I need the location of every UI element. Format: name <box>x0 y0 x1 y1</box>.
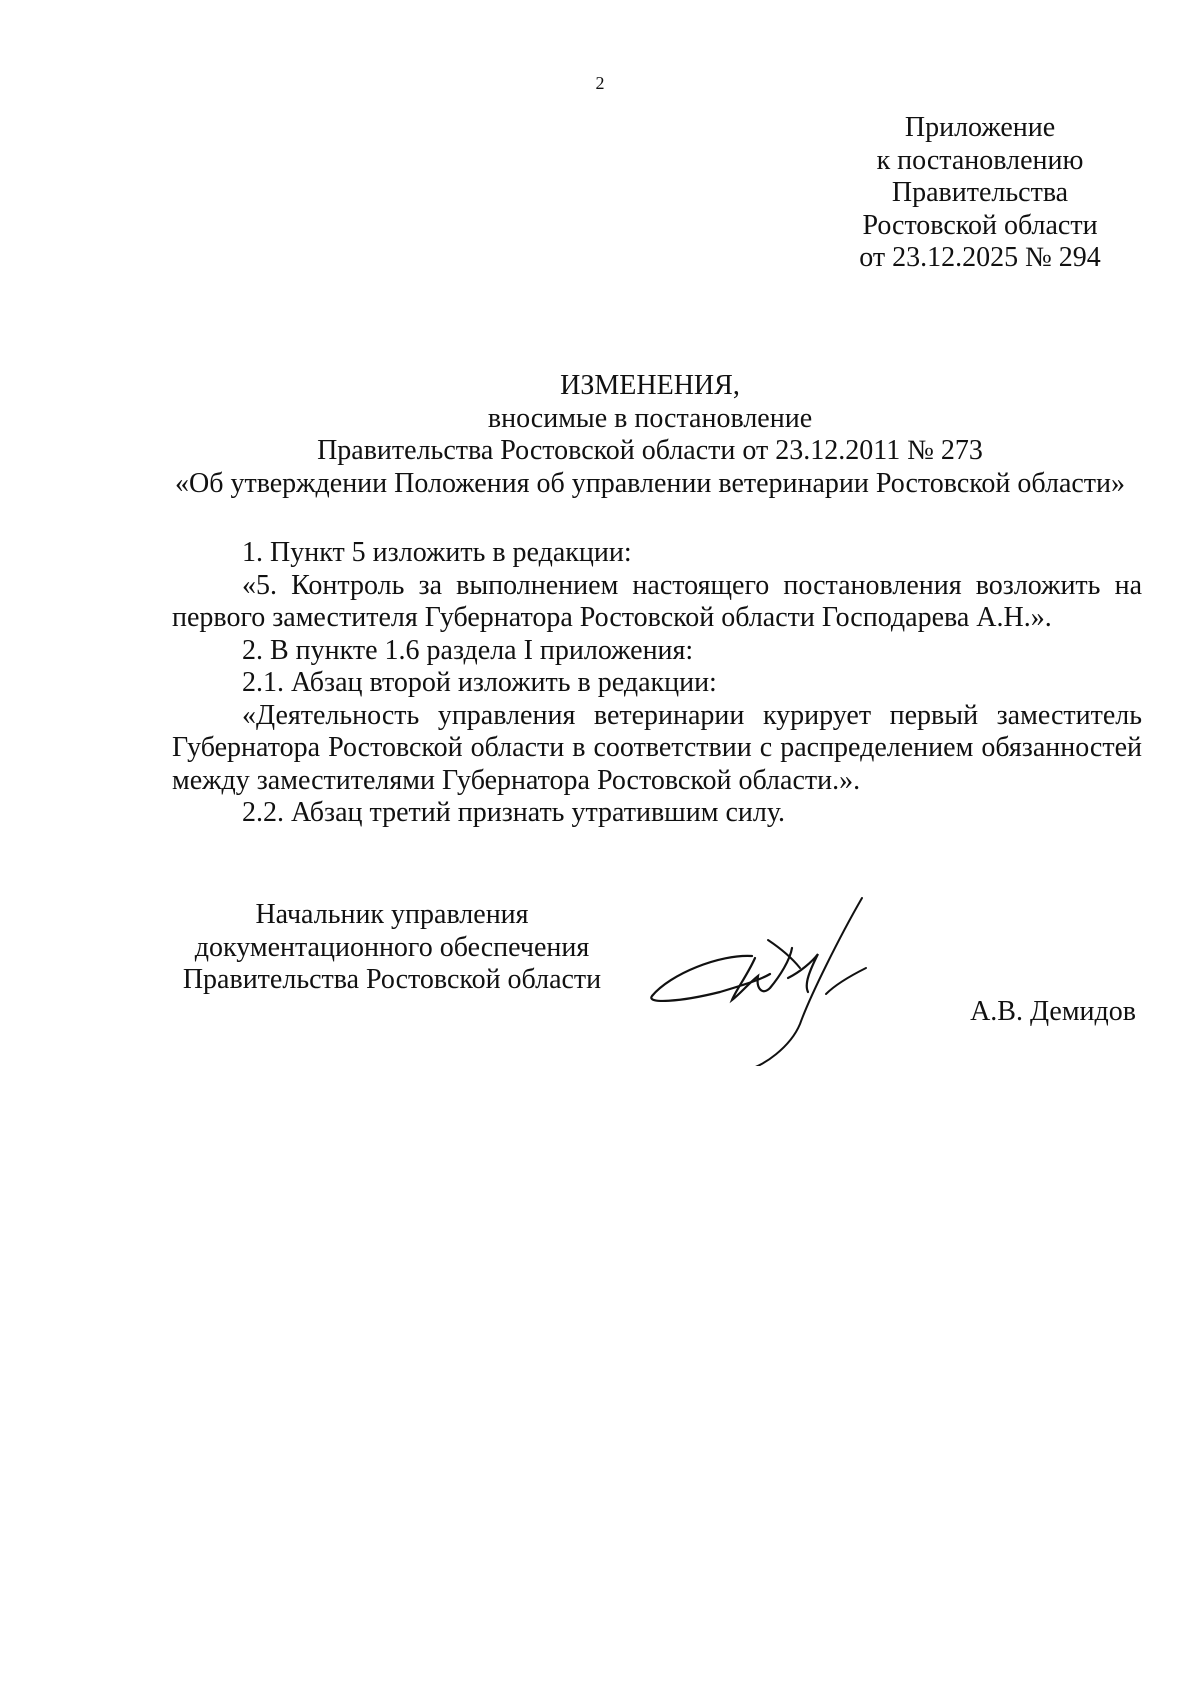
appendix-line: Правительства <box>891 177 1069 208</box>
signer-position-line: документационного обеспечения <box>194 931 590 963</box>
body-paragraph: 2. В пункте 1.6 раздела I приложения: <box>242 634 694 666</box>
document-body <box>172 537 1142 830</box>
body-paragraph: 2.1. Абзац второй изложить в редакции: <box>242 667 717 698</box>
signer-name: А.В. Демидов <box>970 996 1136 1027</box>
page-number: 2 <box>595 73 605 93</box>
appendix-line: Приложение <box>904 112 1056 143</box>
handwritten-signature <box>640 896 930 1066</box>
title-heading: ИЗМЕНЕНИЯ, <box>560 370 740 401</box>
body-paragraph: 2.2. Абзац третий признать утратившим силу. <box>242 797 786 828</box>
title-line: вносимые в постановление <box>487 402 813 434</box>
signer-position-line: Начальник управления <box>255 899 529 930</box>
body-paragraph: 1. Пункт 5 изложить в редакции: <box>242 537 632 568</box>
body-paragraph: «Деятельность управления ветеринарии курирует первый заместитель Губернатора Ростовской области в соответствии с распределением обязанностей между заместителями Губернатора Ростовской области.». <box>172 699 1142 796</box>
document-title <box>160 370 1140 500</box>
appendix-line: к постановлению <box>876 144 1084 176</box>
appendix-line: от 23.12.2025 № 294 <box>859 242 1101 273</box>
appendix-header <box>830 112 1130 275</box>
title-line: Правительства Ростовской области от 23.12.2011 № 273 <box>317 435 983 466</box>
signer-position-line: Правительства Ростовской области <box>182 964 602 995</box>
title-line: «Об утверждении Положения об управлении ветеринарии Ростовской области» <box>174 467 1126 499</box>
body-paragraph: «5. Контроль за выполнением настоящего постановления возложить на первого заместителя Губернатора Ростовской области Господарева А.Н.». <box>172 569 1142 633</box>
signer-position <box>172 899 612 997</box>
appendix-line: Ростовской области <box>862 209 1098 241</box>
